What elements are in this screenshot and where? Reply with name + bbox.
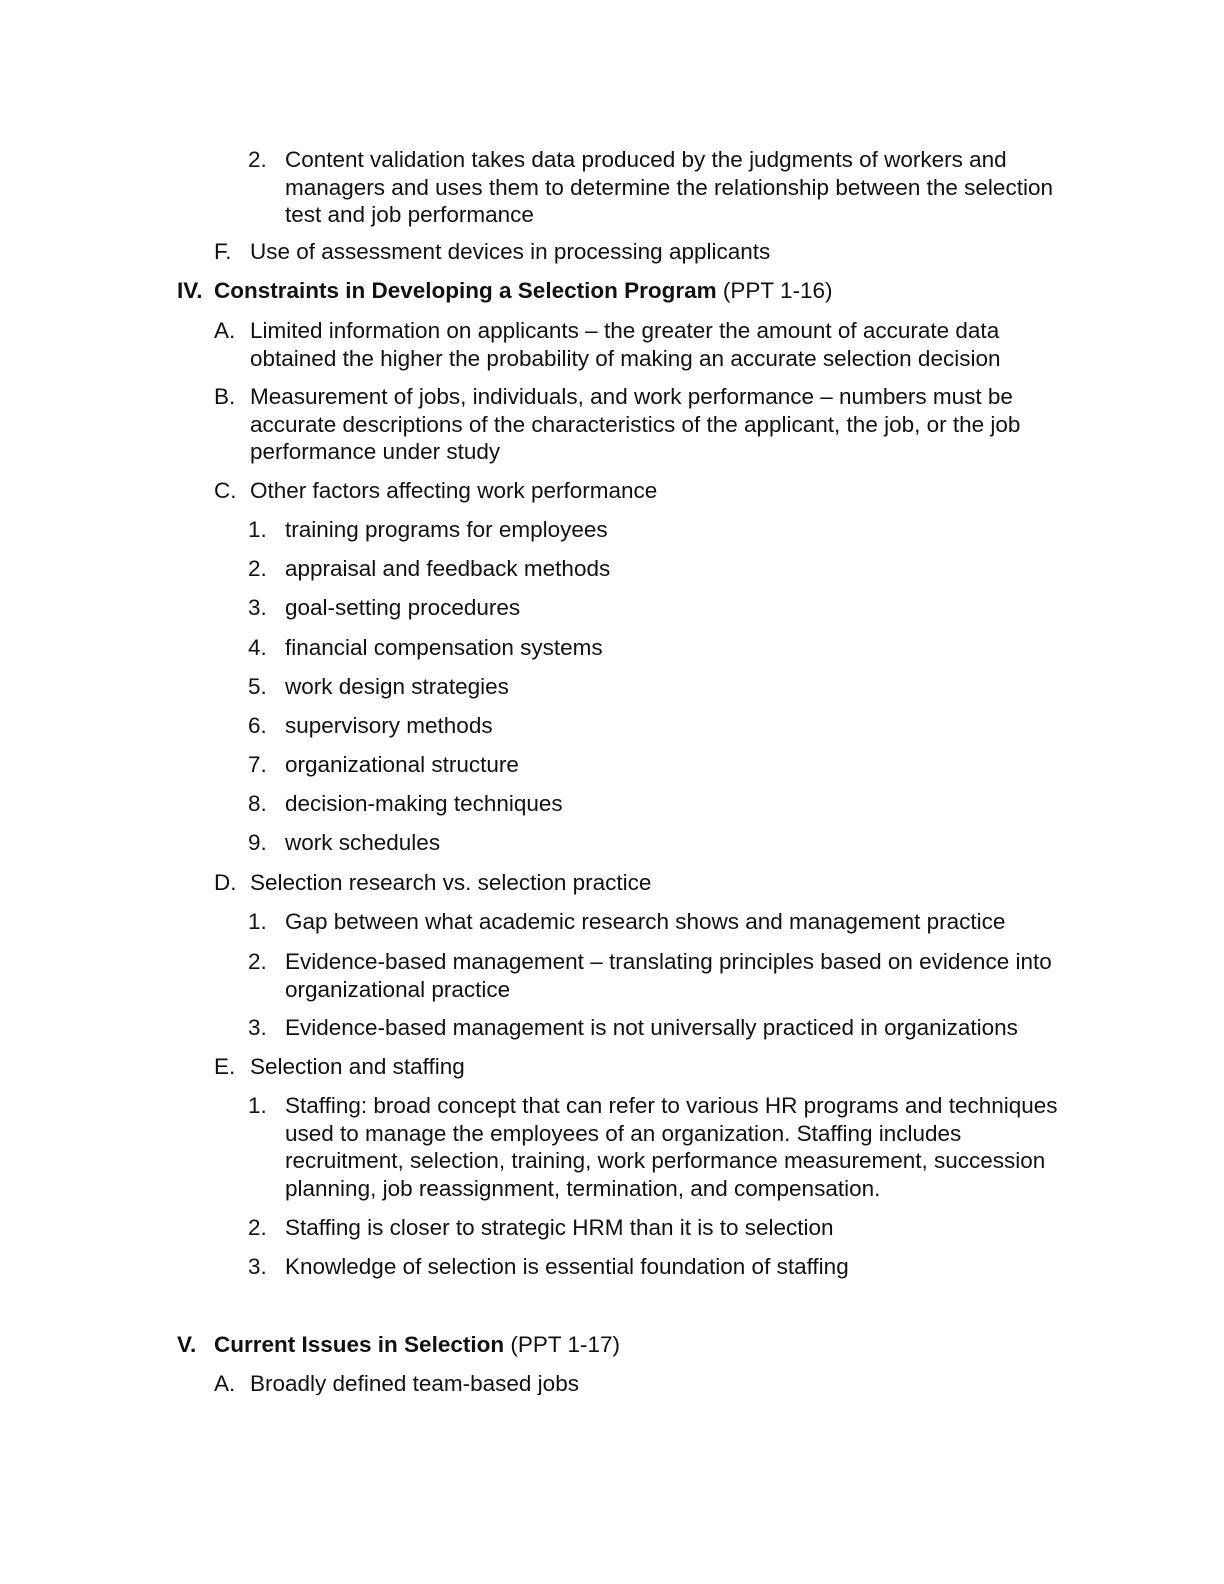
section-heading-title: Current Issues in Selection bbox=[214, 1332, 505, 1357]
section-marker: V. bbox=[177, 1332, 197, 1357]
list-item-text: training programs for employees bbox=[285, 517, 608, 542]
list-marker: 5. bbox=[248, 674, 267, 699]
list-item-text: Staffing is closer to strategic HRM than it is to selection bbox=[285, 1215, 834, 1240]
list-marker: 4. bbox=[248, 635, 267, 660]
list-marker: 3. bbox=[248, 1015, 267, 1040]
list-item-text: Use of assessment devices in processing applicants bbox=[250, 239, 771, 264]
section-heading bbox=[214, 1331, 620, 1359]
section-heading-title: Constraints in Developing a Selection Program bbox=[214, 278, 717, 303]
list-marker: B. bbox=[214, 384, 236, 409]
list-item-text: financial compensation systems bbox=[285, 635, 603, 660]
list-marker: 1. bbox=[248, 909, 267, 934]
list-item-text: Selection and staffing bbox=[250, 1054, 465, 1079]
list-item-text: Other factors affecting work performance bbox=[250, 478, 658, 503]
list-item-text: organizational structure bbox=[285, 752, 519, 777]
clipped-line bbox=[0, 1368, 1224, 1395]
list-item-text: Evidence-based management – translating principles based on evidence into organizational practice bbox=[285, 949, 1052, 1002]
list-marker: 2. bbox=[248, 949, 267, 974]
list-item-text: Selection research vs. selection practice bbox=[250, 870, 652, 895]
list-item-text: Broadly defined team-based jobs bbox=[250, 1371, 579, 1395]
list-marker: 2. bbox=[248, 556, 267, 581]
list-marker: C. bbox=[214, 478, 237, 503]
list-item-text: Knowledge of selection is essential foundation of staffing bbox=[285, 1254, 849, 1279]
list-marker: 2. bbox=[248, 147, 267, 172]
list-item-text: Staffing: broad concept that can refer to various HR programs and techniques used to manage the employees of an organization. Staffing includes recruitment, selection, training, work performance measurement, succession planning, job reassignment, termination, and compensation. bbox=[285, 1093, 1058, 1201]
section-heading bbox=[214, 277, 832, 305]
list-item-text: decision-making techniques bbox=[285, 791, 563, 816]
list-marker: 7. bbox=[248, 752, 267, 777]
list-item-text: work schedules bbox=[285, 830, 441, 855]
list-marker: 6. bbox=[248, 713, 267, 738]
list-marker: 2. bbox=[248, 1215, 267, 1240]
list-marker: 8. bbox=[248, 791, 267, 816]
list-marker: A. bbox=[214, 318, 236, 343]
list-marker: A. bbox=[214, 1371, 236, 1395]
list-item-text: appraisal and feedback methods bbox=[285, 556, 611, 581]
list-item-text: Evidence-based management is not universally practiced in organizations bbox=[285, 1015, 1018, 1040]
list-marker: 9. bbox=[248, 830, 267, 855]
list-marker: D. bbox=[214, 870, 237, 895]
section-heading-ref: (PPT 1-17) bbox=[504, 1332, 620, 1357]
list-marker: 3. bbox=[248, 595, 267, 620]
list-marker: E. bbox=[214, 1054, 236, 1079]
list-item-text: goal-setting procedures bbox=[285, 595, 521, 620]
section-heading-ref: (PPT 1-16) bbox=[716, 278, 833, 303]
list-marker: F. bbox=[214, 239, 232, 264]
list-item-text: Measurement of jobs, individuals, and work performance – numbers must be accurate descriptions of the characteristics of the applicant, the job, or the job performance under study bbox=[250, 384, 1021, 464]
list-marker: 1. bbox=[248, 1093, 267, 1118]
list-item-text: work design strategies bbox=[285, 674, 509, 699]
list-item-text: Limited information on applicants – the greater the amount of accurate data obtained the higher the probability of making an accurate selection decision bbox=[250, 318, 1001, 371]
list-marker: 3. bbox=[248, 1254, 267, 1279]
list-item-text: supervisory methods bbox=[285, 713, 493, 738]
list-item-text: Content validation takes data produced by the judgments of workers and managers and uses them to determine the relationship between the selection test and job performance bbox=[285, 147, 1053, 227]
list-item-text: Gap between what academic research shows and management practice bbox=[285, 909, 1006, 934]
list-marker: 1. bbox=[248, 517, 267, 542]
section-marker: IV. bbox=[177, 278, 203, 303]
